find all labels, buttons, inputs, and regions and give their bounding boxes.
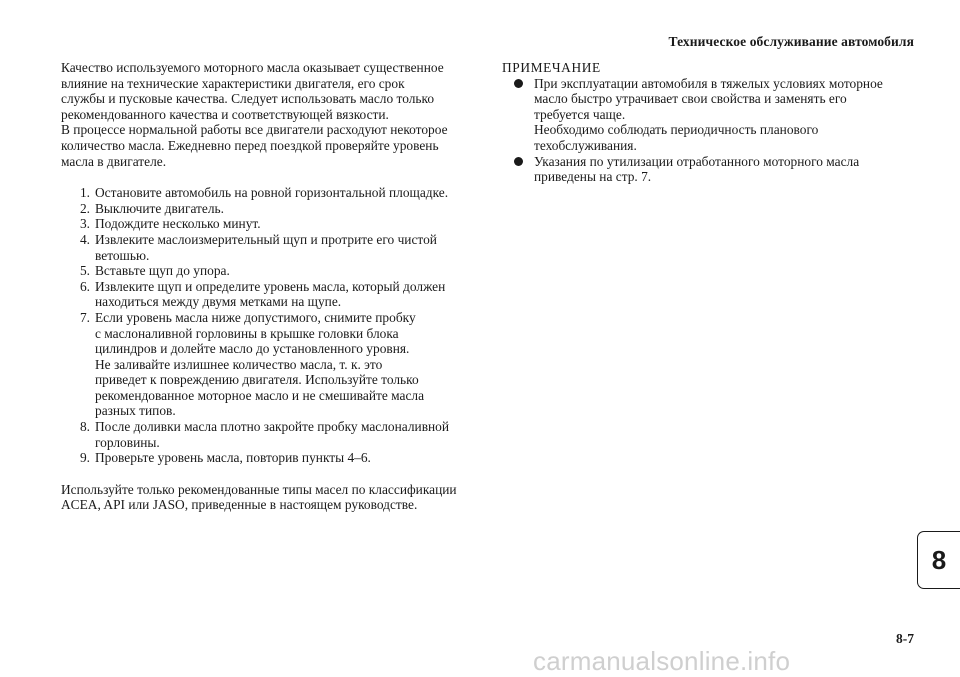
- step-item: [61, 450, 481, 466]
- text-line: Используйте только рекомендованные типы масел по классификации: [61, 481, 457, 497]
- text-line: ACEA, API или JASO, приведенные в настоящем руководстве.: [61, 497, 418, 513]
- text-line: техобслуживания.: [534, 137, 637, 153]
- text-line: Необходимо соблюдать периодичность планового: [534, 122, 819, 138]
- text-line: разных типов.: [95, 403, 176, 419]
- step-text: [95, 201, 481, 217]
- note-block: [502, 60, 922, 185]
- text-line: рекомендованного качества и соответствующей вязкости.: [61, 106, 389, 122]
- step-number: 4.: [79, 231, 90, 247]
- intro-paragraph: [61, 60, 481, 169]
- text-line: После доливки масла плотно закройте пробку маслоналивной: [95, 419, 450, 435]
- text-line: рекомендованное моторное масло и не смешивайте масла: [95, 387, 425, 403]
- text-line: Остановите автомобиль на ровной горизонтальной площадке.: [95, 185, 449, 201]
- step-text: [95, 310, 481, 419]
- closing-paragraph: [61, 482, 481, 513]
- text-line: Не заливайте излишнее количество масла, т. к. это: [95, 356, 383, 372]
- watermark-text: carmanualsonline.info: [533, 646, 791, 676]
- note-heading: ПРИМЕЧАНИЕ: [502, 60, 601, 75]
- text-line: Выключите двигатель.: [95, 200, 224, 216]
- step-text: [95, 419, 481, 450]
- step-text: [95, 279, 481, 310]
- oil-check-steps-list: [61, 185, 481, 466]
- note-bullet-text: [534, 154, 922, 185]
- text-line: Подождите несколько минут.: [95, 216, 261, 232]
- step-text: [95, 232, 481, 263]
- text-line: ветошью.: [95, 247, 150, 263]
- text-line: требуется чаще.: [534, 106, 626, 122]
- step-number: 2.: [79, 200, 90, 216]
- text-line: с маслоналивной горловины в крышке головки блока: [95, 325, 399, 341]
- text-line: масла в двигателе.: [61, 153, 167, 169]
- step-item: [61, 232, 481, 263]
- step-item: [61, 263, 481, 279]
- text-line: Проверьте уровень масла, повторив пункты 4–6.: [95, 450, 371, 466]
- text-line: влияние на технические характеристики двигателя, его срок: [61, 75, 405, 91]
- text-line: При эксплуатации автомобиля в тяжелых условиях моторное: [534, 75, 883, 91]
- step-item: [61, 279, 481, 310]
- step-text: [95, 450, 481, 466]
- step-item: [61, 419, 481, 450]
- step-number: 7.: [79, 309, 90, 325]
- text-line: Вставьте щуп до упора.: [95, 263, 230, 279]
- text-line: горловины.: [95, 434, 160, 450]
- text-line: Указания по утилизации отработанного моторного масла: [534, 153, 860, 169]
- text-line: приведет к повреждению двигателя. Используйте только: [95, 372, 419, 388]
- page-number: 8-7: [896, 631, 914, 646]
- text-line: находиться между двумя метками на щупе.: [95, 294, 342, 310]
- text-line: количество масла. Ежедневно перед поездкой проверяйте уровень: [61, 137, 439, 153]
- text-line: цилиндров и долейте масло до установленного уровня.: [95, 341, 410, 357]
- text-line: масло быстро утрачивает свои свойства и заменять его: [534, 91, 847, 107]
- step-number: 9.: [79, 450, 90, 466]
- section-header-title: Техническое обслуживание автомобиля: [668, 34, 914, 49]
- text-line: службы и пусковые качества. Следует использовать масло только: [61, 91, 435, 107]
- step-text: [95, 185, 481, 201]
- chapter-tab: 8: [917, 531, 960, 589]
- note-bullet-item: [502, 76, 922, 154]
- step-number: 6.: [79, 278, 90, 294]
- text-line: Извлеките маслоизмерительный щуп и протрите его чистой: [95, 231, 437, 247]
- text-line: приведены на стр. 7.: [534, 169, 652, 185]
- note-bullet-item: [502, 154, 922, 185]
- step-number: 5.: [79, 263, 90, 279]
- text-line: В процессе нормальной работы все двигатели расходуют некоторое: [61, 122, 448, 138]
- step-item: [61, 185, 481, 201]
- bullet-dot-icon: [502, 154, 534, 185]
- text-line: Извлеките щуп и определите уровень масла, который должен: [95, 278, 446, 294]
- step-item: [61, 310, 481, 419]
- step-number: 1.: [79, 185, 90, 201]
- step-text: [95, 216, 481, 232]
- step-number: 3.: [79, 216, 90, 232]
- step-item: [61, 201, 481, 217]
- step-item: [61, 216, 481, 232]
- text-line: Если уровень масла ниже допустимого, снимите пробку: [95, 309, 416, 325]
- step-number: 8.: [79, 419, 90, 435]
- step-text: [95, 263, 481, 279]
- text-line: Качество используемого моторного масла оказывает существенное: [61, 60, 444, 75]
- note-bullet-text: [534, 76, 922, 154]
- bullet-dot-icon: [502, 76, 534, 154]
- left-column: [61, 60, 481, 513]
